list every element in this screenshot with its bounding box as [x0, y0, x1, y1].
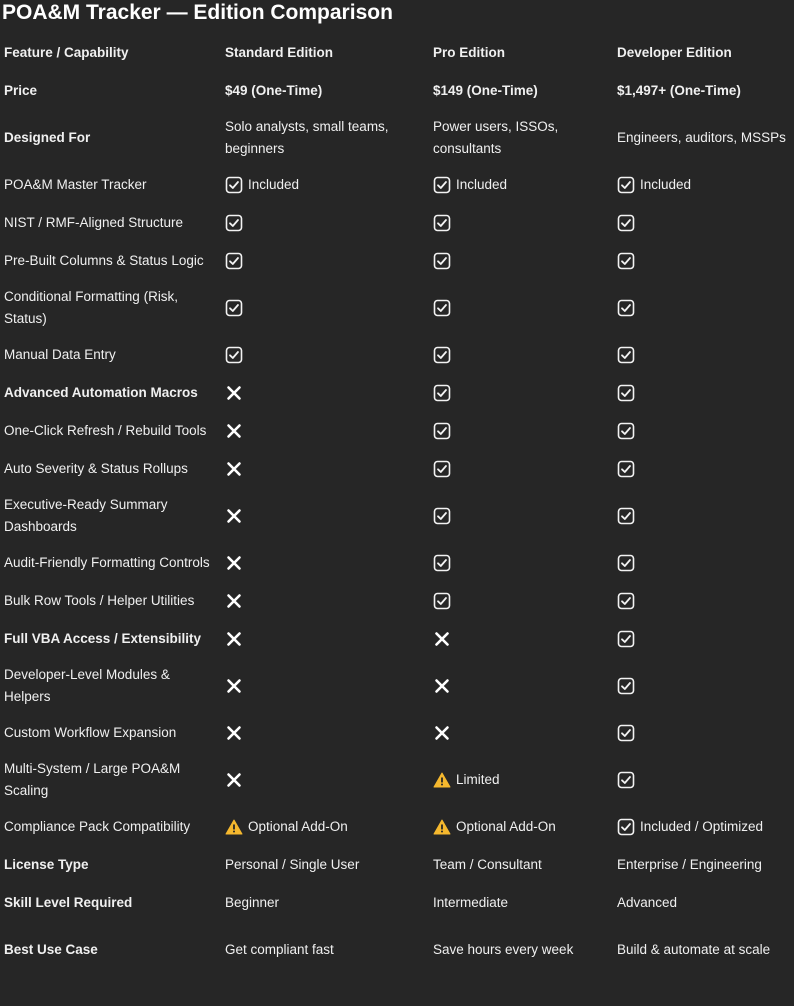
standard-cell	[221, 714, 429, 752]
feature-label: Designed For	[4, 130, 91, 145]
pro-cell	[429, 922, 613, 978]
cell-text: $1,497+ (One-Time)	[617, 83, 741, 98]
check-icon	[433, 507, 451, 525]
cross-icon	[225, 507, 243, 525]
feature-label: Full VBA Access / Extensibility	[4, 631, 202, 646]
standard-cell	[221, 280, 429, 336]
cross-icon	[433, 677, 451, 695]
standard-cell	[221, 846, 429, 884]
cell-text: Intermediate	[433, 895, 509, 910]
cross-icon	[225, 554, 243, 572]
pro-cell	[429, 620, 613, 658]
table-row	[0, 204, 794, 242]
cross-icon	[225, 422, 243, 440]
standard-cell	[221, 582, 429, 620]
check-icon	[617, 771, 635, 789]
check-icon	[433, 460, 451, 478]
cell-text: Engineers, auditors, MSSPs	[617, 130, 786, 145]
cell-text: $149 (One-Time)	[433, 83, 538, 98]
pro-cell	[429, 658, 613, 714]
table-row	[0, 658, 794, 714]
standard-cell	[221, 620, 429, 658]
cross-icon	[225, 460, 243, 478]
developer-cell	[613, 808, 794, 846]
cross-icon	[225, 592, 243, 610]
cell-text: Optional Add-On	[456, 819, 556, 834]
feature-label: Best Use Case	[4, 942, 98, 957]
feature-label: Pre-Built Columns & Status Logic	[4, 253, 204, 268]
developer-cell	[613, 488, 794, 544]
table-row	[0, 110, 794, 166]
developer-cell	[613, 922, 794, 978]
check-icon	[617, 299, 635, 317]
table-row	[0, 72, 794, 110]
cell-text: Limited	[456, 772, 500, 787]
check-icon	[617, 252, 635, 270]
check-icon	[617, 592, 635, 610]
pro-cell	[429, 884, 613, 922]
cell-text: Included	[456, 177, 508, 192]
cross-icon	[225, 384, 243, 402]
developer-cell	[613, 280, 794, 336]
feature-label: Manual Data Entry	[4, 347, 116, 362]
header-pro: Pro Edition	[433, 45, 505, 60]
check-icon	[617, 724, 635, 742]
pro-cell	[429, 714, 613, 752]
feature-label: Skill Level Required	[4, 895, 133, 910]
table-row	[0, 336, 794, 374]
developer-cell	[613, 582, 794, 620]
feature-label: Multi-System / Large POA&M Scaling	[4, 761, 181, 798]
check-icon	[225, 299, 243, 317]
feature-label: Advanced Automation Macros	[4, 385, 198, 400]
developer-cell	[613, 620, 794, 658]
standard-cell	[221, 72, 429, 110]
standard-cell	[221, 242, 429, 280]
feature-label: License Type	[4, 857, 89, 872]
table-row	[0, 582, 794, 620]
table-row	[0, 846, 794, 884]
table-row	[0, 450, 794, 488]
cell-text: Team / Consultant	[433, 857, 542, 872]
standard-cell	[221, 752, 429, 808]
check-icon	[617, 507, 635, 525]
table-row	[0, 714, 794, 752]
developer-cell	[613, 110, 794, 166]
comparison-table	[0, 34, 794, 978]
standard-cell	[221, 166, 429, 204]
standard-cell	[221, 808, 429, 846]
check-icon	[433, 554, 451, 572]
feature-label: Bulk Row Tools / Helper Utilities	[4, 593, 195, 608]
check-icon	[433, 176, 451, 194]
feature-label: Custom Workflow Expansion	[4, 725, 177, 740]
header-row	[0, 34, 794, 72]
pro-cell	[429, 280, 613, 336]
cell-text: $49 (One-Time)	[225, 83, 323, 98]
feature-label: Audit-Friendly Formatting Controls	[4, 555, 210, 570]
check-icon	[433, 252, 451, 270]
feature-label: Auto Severity & Status Rollups	[4, 461, 188, 476]
developer-cell	[613, 752, 794, 808]
check-icon	[433, 299, 451, 317]
check-icon	[225, 214, 243, 232]
table-row	[0, 922, 794, 978]
pro-cell	[429, 110, 613, 166]
feature-label: Conditional Formatting (Risk, Status)	[4, 289, 179, 326]
cell-text: Enterprise / Engineering	[617, 857, 762, 872]
feature-label: POA&M Master Tracker	[4, 177, 147, 192]
developer-cell	[613, 374, 794, 412]
developer-cell	[613, 450, 794, 488]
pro-cell	[429, 336, 613, 374]
check-icon	[225, 252, 243, 270]
pro-cell	[429, 412, 613, 450]
check-icon	[617, 214, 635, 232]
cross-icon	[225, 771, 243, 789]
header-developer: Developer Edition	[617, 45, 732, 60]
standard-cell	[221, 488, 429, 544]
developer-cell	[613, 204, 794, 242]
standard-cell	[221, 544, 429, 582]
cell-text: Beginner	[225, 895, 280, 910]
pro-cell	[429, 846, 613, 884]
check-icon	[617, 176, 635, 194]
feature-label: Price	[4, 83, 38, 98]
cell-text: Optional Add-On	[248, 819, 348, 834]
standard-cell	[221, 884, 429, 922]
developer-cell	[613, 544, 794, 582]
table-row	[0, 488, 794, 544]
check-icon	[617, 818, 635, 836]
pro-cell	[429, 450, 613, 488]
cross-icon	[433, 630, 451, 648]
cell-text: Included / Optimized	[640, 819, 764, 834]
cross-icon	[225, 630, 243, 648]
check-icon	[433, 346, 451, 364]
check-icon	[433, 592, 451, 610]
cell-text: Personal / Single User	[225, 857, 360, 872]
check-icon	[617, 630, 635, 648]
developer-cell	[613, 242, 794, 280]
check-icon	[617, 346, 635, 364]
developer-cell	[613, 72, 794, 110]
feature-label: Compliance Pack Compatibility	[4, 819, 191, 834]
cross-icon	[225, 677, 243, 695]
pro-cell	[429, 242, 613, 280]
developer-cell	[613, 412, 794, 450]
pro-cell	[429, 72, 613, 110]
cross-icon	[433, 724, 451, 742]
table-row	[0, 620, 794, 658]
table-row	[0, 166, 794, 204]
developer-cell	[613, 884, 794, 922]
developer-cell	[613, 336, 794, 374]
standard-cell	[221, 110, 429, 166]
page-title: POA&M Tracker — Edition Comparison	[2, 1, 393, 24]
check-icon	[617, 460, 635, 478]
cell-text: Advanced	[617, 895, 678, 910]
feature-label: NIST / RMF-Aligned Structure	[4, 215, 184, 230]
check-icon	[617, 384, 635, 402]
standard-cell	[221, 450, 429, 488]
cell-text: Power users, ISSOs, consultants	[433, 119, 559, 156]
feature-label: One-Click Refresh / Rebuild Tools	[4, 423, 207, 438]
developer-cell	[613, 714, 794, 752]
feature-label: Developer-Level Modules & Helpers	[4, 667, 170, 704]
pro-cell	[429, 752, 613, 808]
pro-cell	[429, 166, 613, 204]
check-icon	[225, 346, 243, 364]
header-feature: Feature / Capability	[4, 45, 129, 60]
cell-text: Save hours every week	[433, 942, 574, 957]
cell-text: Included	[640, 177, 692, 192]
standard-cell	[221, 658, 429, 714]
table-row	[0, 544, 794, 582]
check-icon	[617, 554, 635, 572]
check-icon	[225, 176, 243, 194]
check-icon	[433, 422, 451, 440]
check-icon	[617, 677, 635, 695]
standard-cell	[221, 412, 429, 450]
standard-cell	[221, 374, 429, 412]
table-row	[0, 808, 794, 846]
pro-cell	[429, 374, 613, 412]
table-row	[0, 412, 794, 450]
cell-text: Build & automate at scale	[617, 942, 771, 957]
table-row	[0, 280, 794, 336]
warning-icon	[433, 818, 451, 836]
table-row	[0, 884, 794, 922]
standard-cell	[221, 922, 429, 978]
pro-cell	[429, 544, 613, 582]
pro-cell	[429, 582, 613, 620]
check-icon	[433, 384, 451, 402]
developer-cell	[613, 166, 794, 204]
cell-text: Included	[248, 177, 300, 192]
pro-cell	[429, 204, 613, 242]
pro-cell	[429, 808, 613, 846]
check-icon	[617, 422, 635, 440]
standard-cell	[221, 336, 429, 374]
developer-cell	[613, 846, 794, 884]
header-standard: Standard Edition	[225, 45, 333, 60]
warning-icon	[225, 818, 243, 836]
cross-icon	[225, 724, 243, 742]
check-icon	[433, 214, 451, 232]
table-row	[0, 242, 794, 280]
table-row	[0, 374, 794, 412]
cell-text: Solo analysts, small teams, beginners	[225, 119, 389, 156]
table-row	[0, 752, 794, 808]
cell-text: Get compliant fast	[225, 942, 334, 957]
warning-icon	[433, 771, 451, 789]
pro-cell	[429, 488, 613, 544]
feature-label: Executive-Ready Summary Dashboards	[4, 497, 168, 534]
developer-cell	[613, 658, 794, 714]
standard-cell	[221, 204, 429, 242]
